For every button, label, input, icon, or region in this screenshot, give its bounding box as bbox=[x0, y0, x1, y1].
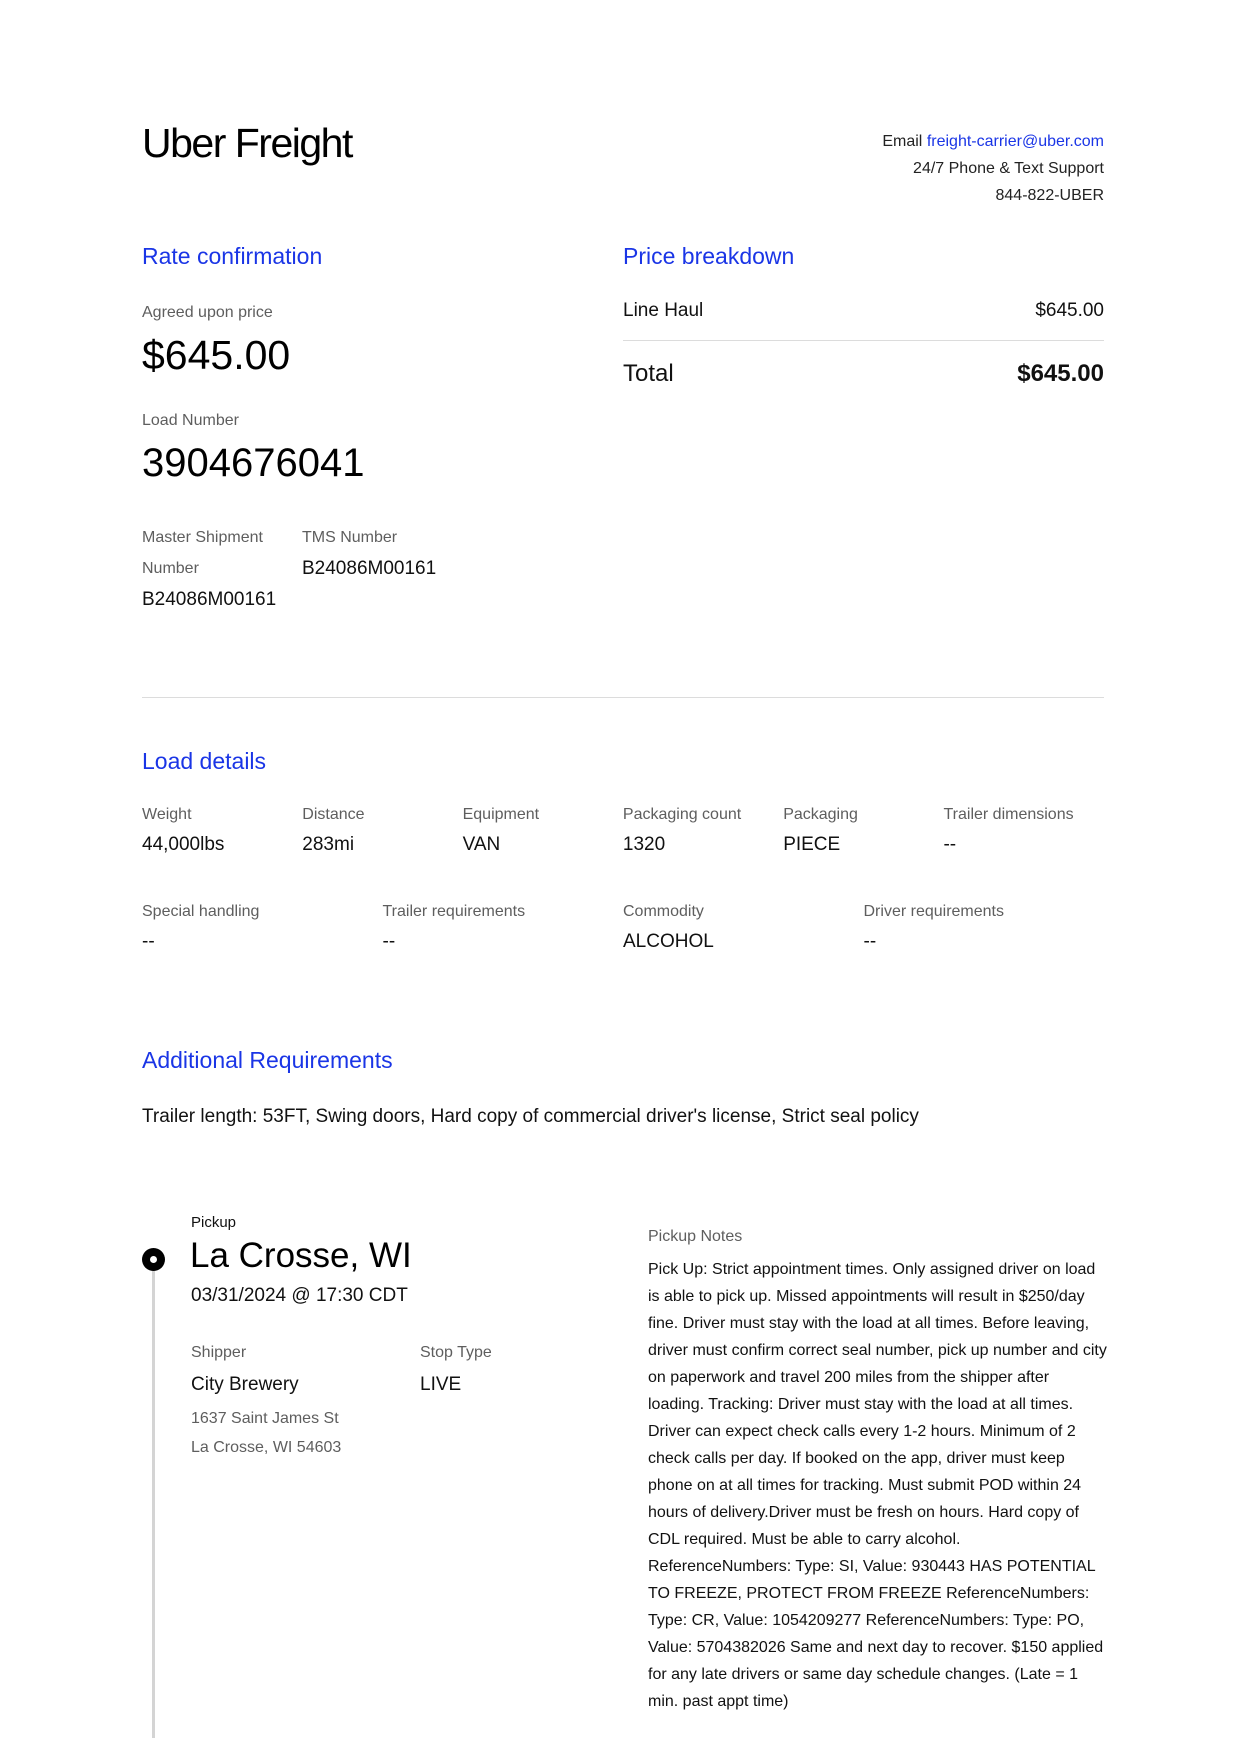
line-haul-amount: $645.00 bbox=[1035, 300, 1104, 321]
weight-field bbox=[142, 806, 302, 856]
load-details-row-2 bbox=[142, 903, 1104, 953]
master-shipment-block bbox=[142, 522, 292, 615]
rate-confirmation-document bbox=[142, 0, 1107, 1754]
load-details-title: Load details bbox=[142, 748, 267, 774]
tms-number-label: TMS Number bbox=[302, 529, 398, 546]
field-value: 1320 bbox=[622, 834, 666, 855]
stop-type-label: Stop Type bbox=[420, 1344, 492, 1361]
support-text: 24/7 Phone & Text Support bbox=[913, 160, 1104, 177]
field-value: -- bbox=[943, 834, 957, 855]
stop-timeline-line bbox=[152, 1268, 155, 1738]
trailer-requirements-field bbox=[383, 903, 624, 953]
field-value: VAN bbox=[462, 834, 501, 855]
packaging-field bbox=[783, 806, 943, 856]
email-label: Email bbox=[882, 133, 923, 150]
trailer-dimensions-field bbox=[943, 806, 1103, 856]
rate-confirmation-title: Rate confirmation bbox=[142, 243, 323, 269]
load-details-row-1 bbox=[142, 806, 1104, 856]
field-value: 44,000lbs bbox=[142, 834, 225, 855]
total-amount: $645.00 bbox=[1017, 360, 1104, 387]
field-value: PIECE bbox=[783, 834, 841, 855]
shipper-name: City Brewery bbox=[191, 1374, 299, 1395]
shipper-address-line-1: 1637 Saint James St bbox=[191, 1410, 339, 1427]
tms-number-value: B24086M00161 bbox=[302, 558, 437, 579]
load-number-value: 3904676041 bbox=[142, 441, 365, 485]
agreed-price-value: $645.00 bbox=[142, 332, 291, 378]
field-label: Trailer requirements bbox=[382, 903, 526, 920]
field-value: -- bbox=[382, 931, 396, 952]
contact-block bbox=[882, 128, 1104, 209]
master-shipment-label: Master Shipment Number bbox=[142, 529, 263, 577]
additional-requirements-text: Trailer length: 53FT, Swing doors, Hard copy of commercial driver's license, Strict seal policy bbox=[142, 1106, 919, 1127]
email-line bbox=[882, 128, 1104, 155]
shipper-block bbox=[191, 1344, 341, 1462]
field-label: Weight bbox=[142, 806, 192, 823]
field-label: Packaging count bbox=[622, 806, 742, 823]
stop-city: La Crosse, WI bbox=[190, 1236, 412, 1275]
field-label: Commodity bbox=[623, 903, 704, 920]
line-haul-label: Line Haul bbox=[623, 300, 704, 321]
distance-field bbox=[302, 806, 462, 856]
field-label: Equipment bbox=[462, 806, 540, 823]
stop-datetime: 03/31/2024 @ 17:30 CDT bbox=[191, 1285, 408, 1306]
stop-kind: Pickup bbox=[191, 1214, 237, 1231]
equipment-field bbox=[463, 806, 623, 856]
section-divider bbox=[142, 697, 1104, 698]
tms-number-block bbox=[302, 522, 436, 584]
uber-freight-logo: Uber Freight bbox=[142, 120, 352, 166]
pickup-notes-label: Pickup Notes bbox=[648, 1228, 743, 1245]
additional-requirements-title: Additional Requirements bbox=[142, 1047, 393, 1073]
agreed-price-label: Agreed upon price bbox=[142, 304, 273, 321]
field-label: Distance bbox=[302, 806, 365, 823]
support-phone: 844-822-UBER bbox=[995, 187, 1104, 204]
email-link[interactable]: freight-carrier@uber.com bbox=[926, 133, 1104, 150]
load-number-label: Load Number bbox=[142, 412, 239, 429]
master-shipment-value: B24086M00161 bbox=[142, 589, 277, 610]
special-handling-field bbox=[142, 903, 383, 953]
stop-type-value: LIVE bbox=[420, 1374, 462, 1395]
total-label: Total bbox=[623, 360, 674, 387]
pickup-notes-text: Pick Up: Strict appointment times. Only assigned driver on load is able to pick up. Missed appointments will result in $250/day fine. Driver must stay with the load at all times. Before leaving, driver must confirm correct seal number, pick up number and city on paperwork and travel 200 miles from the shipper after loading. Tracking: Driver must stay with the load at all times. Driver can expect check calls every 1-2 hours. Minimum of 2 check calls per day. If booked on the app, driver must keep phone on at all times for tracking. Must submit POD within 24 hours of delivery.Driver must be fresh on hours. Hard copy of CDL required. Must be able to carry alcohol. ReferenceNumbers: Type: SI, Value: 930443 HAS POTENTIAL TO FREEZE, PROTECT FROM FREEZE ReferenceNumbers: Type: CR, Value: 1054209277 ReferenceNumbers: Type: PO, Value: 5704382026 Same and next day to recover. $150 applied for any late drivers or same day schedule changes. (Late = 1 min. past appt time) bbox=[648, 1261, 1107, 1710]
field-value: 283mi bbox=[302, 834, 355, 855]
shipper-address-line-2: La Crosse, WI 54603 bbox=[191, 1439, 342, 1456]
packaging-count-field bbox=[623, 806, 783, 856]
line-haul-row bbox=[623, 300, 1104, 322]
total-row bbox=[623, 360, 1104, 388]
pickup-notes-block bbox=[648, 1228, 1108, 1715]
field-value: -- bbox=[863, 931, 877, 952]
field-value: -- bbox=[142, 931, 155, 952]
field-label: Special handling bbox=[142, 903, 260, 920]
driver-requirements-field bbox=[864, 903, 1105, 953]
field-value: ALCOHOL bbox=[623, 931, 714, 952]
shipper-label: Shipper bbox=[191, 1344, 247, 1361]
stop-marker-icon bbox=[142, 1248, 165, 1271]
commodity-field bbox=[623, 903, 864, 953]
stop-type-block bbox=[420, 1344, 492, 1396]
field-label: Packaging bbox=[783, 806, 858, 823]
field-label: Driver requirements bbox=[863, 903, 1004, 920]
price-breakdown-title: Price breakdown bbox=[623, 243, 795, 269]
field-label: Trailer dimensions bbox=[943, 806, 1074, 823]
price-divider bbox=[623, 340, 1104, 341]
